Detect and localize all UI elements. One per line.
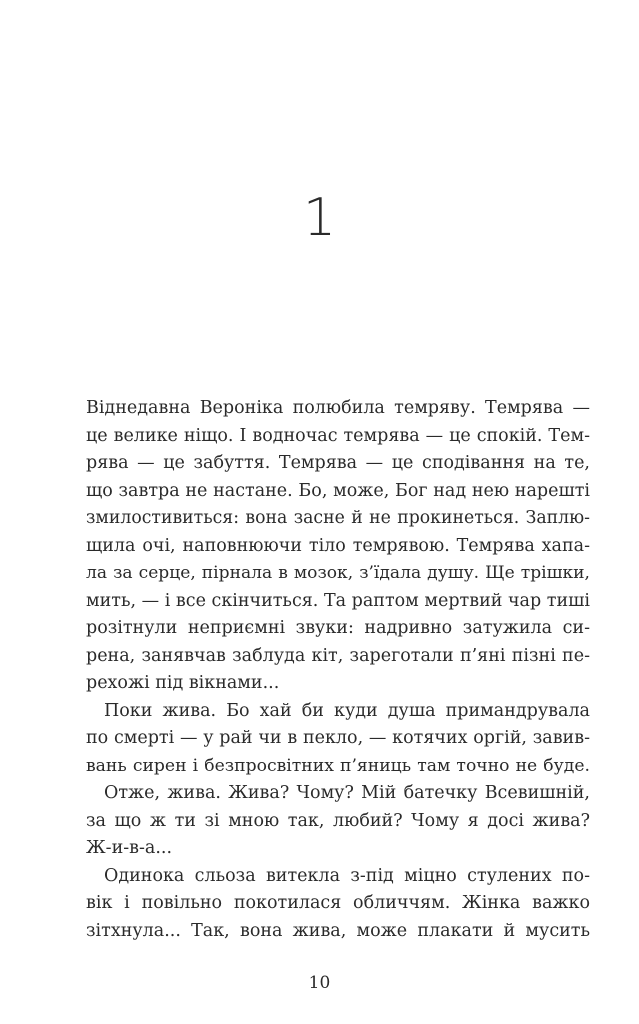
paragraph-1 xyxy=(86,395,590,698)
body-text xyxy=(86,395,590,945)
text-line: це велике ніщо. І водночас темрява — це спокій. Тем- xyxy=(86,425,590,446)
text-line: рехожі під вікнами... xyxy=(86,673,280,693)
text-line: Одинока сльоза витекла з-під міцно стулених по- xyxy=(104,865,590,886)
text-line: розітнули неприємні звуки: надривно затужила си- xyxy=(86,618,590,638)
chapter-number: 1 xyxy=(302,188,337,248)
text-line: ла за серце, пірнала в мозок, з’їдала душу. Ще трішки, xyxy=(86,563,590,583)
text-line: щила очі, наповнюючи тіло темрявою. Темрява хапа- xyxy=(86,535,590,556)
text-line: вік і повільно покотилася обличчям. Жінка важко xyxy=(86,893,590,913)
text-line: рена, занявчав заблуда кіт, зареготали п’яні пізні пе- xyxy=(86,645,590,666)
text-line: вань сирен і безпросвітних п’яниць там точно не буде. xyxy=(86,755,590,776)
text-line: рява — це забуття. Темрява — це сподівання на те, xyxy=(86,453,590,473)
text-line: змилостивиться: вона засне й не прокинеться. Заплю- xyxy=(86,508,590,528)
text-line: Віднедавна Вероніка полюбила темряву. Темрява — xyxy=(86,398,590,418)
text-line: Отже, жива. Жива? Чому? Мій батечку Всевишній, xyxy=(104,783,590,803)
text-line: Поки жива. Бо хай би куди душа примандрувала xyxy=(104,700,590,721)
paragraph-2 xyxy=(86,698,590,781)
text-line: по смерті — у рай чи в пекло, — котячих оргій, завив- xyxy=(86,728,590,748)
paragraph-4 xyxy=(86,863,590,946)
text-line: зітхнула... Так, вона жива, може плакати й мусить xyxy=(86,920,590,941)
text-line: що завтра не настане. Бо, може, Бог над нею нарешті xyxy=(86,480,590,501)
text-line: за що ж ти зі мною так, любий? Чому я досі жива? xyxy=(86,810,590,831)
paragraph-3 xyxy=(86,780,590,863)
text-line: мить, — і все скінчиться. Та раптом мертвий чар тиші xyxy=(86,590,590,611)
text-line: Ж-и-в-а... xyxy=(86,838,173,858)
page-number: 10 xyxy=(308,973,331,993)
